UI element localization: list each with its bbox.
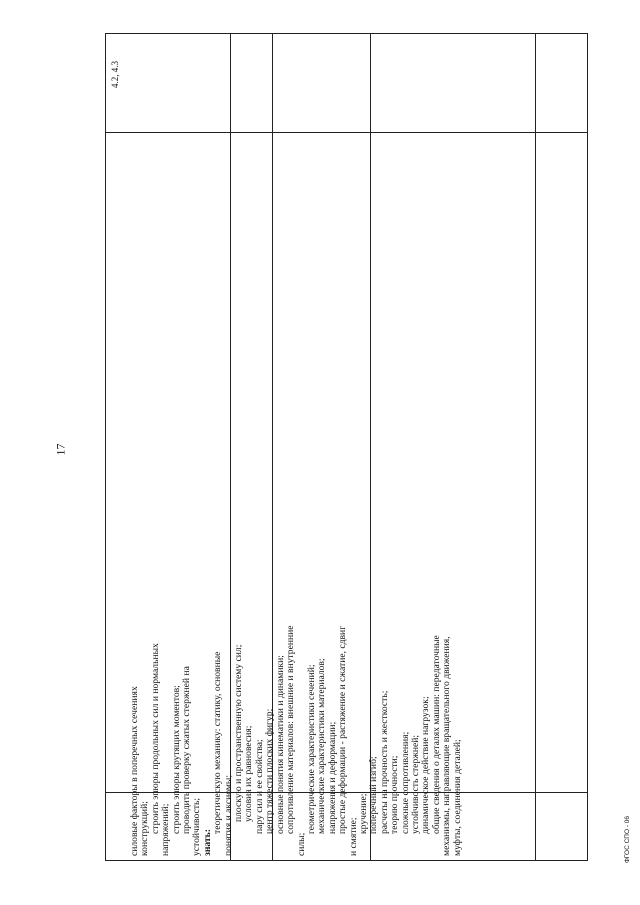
- content-line: теорию прочности;: [389, 755, 401, 834]
- content-line: динамическое действие нагрузок;: [420, 696, 432, 834]
- content-line: строить эпюры продольных сил и нормальных: [149, 643, 161, 834]
- content-line: расчеты на прочность и жесткость;: [378, 690, 390, 834]
- content-line: устойчивость стержней;: [409, 734, 421, 834]
- content-line: силовые факторы в поперечных сечениях: [129, 686, 140, 856]
- content-line: кручение;: [357, 793, 369, 834]
- content-line: сопротивление материалов: внешние и внутренние: [285, 625, 297, 834]
- content-line: напряжений;: [160, 803, 172, 856]
- content-line: плоскую и пространственную систему сил;: [233, 644, 245, 822]
- content-line: поперечный изгиб;: [368, 756, 380, 834]
- content-line: и смятие;: [347, 817, 359, 856]
- content-line: проводить проверку сжатых стержней на: [181, 666, 193, 834]
- content-line: муфты, соединения деталей;: [451, 739, 463, 856]
- content-cell: [130, 66, 463, 856]
- page-number: 17: [53, 443, 68, 456]
- content-line: сложные сопротивления;: [399, 731, 411, 834]
- content-line: теоретическую механику: статику, основные: [212, 651, 224, 834]
- code-cell: 4.2, 4.3: [110, 61, 120, 88]
- content-line: напряжения и деформации;: [326, 721, 338, 834]
- column-divider: [535, 33, 536, 861]
- content-line: знать:: [201, 829, 213, 856]
- content-line: конструкций;: [139, 801, 151, 856]
- footer-label: ФГОС СПО - 06: [624, 815, 632, 864]
- content-line: механические характеристики материалов;: [316, 658, 328, 834]
- content-line: геометрические характеристики сечений;: [305, 664, 317, 834]
- content-line: простые деформации - растяжение и сжатие, сдвиг: [337, 625, 349, 834]
- content-line: общие сведения о деталях машин: передаточные: [430, 635, 442, 834]
- content-line: пару сил и ее свойства;: [253, 739, 265, 834]
- content-line: условия их равновесия;: [243, 725, 255, 822]
- content-line: механизмы, направляющие вращательного движения,: [441, 636, 453, 856]
- content-line: основные понятия кинематики и динамики;: [274, 655, 286, 834]
- content-line: понятия и аксиомы;: [222, 774, 234, 856]
- content-line: силы;: [295, 832, 307, 856]
- content-line: устойчивость;: [191, 797, 203, 856]
- content-line: центр тяжести плоских фигур;: [264, 708, 276, 834]
- content-line: строить эпюры крутящих моментов;: [170, 685, 182, 834]
